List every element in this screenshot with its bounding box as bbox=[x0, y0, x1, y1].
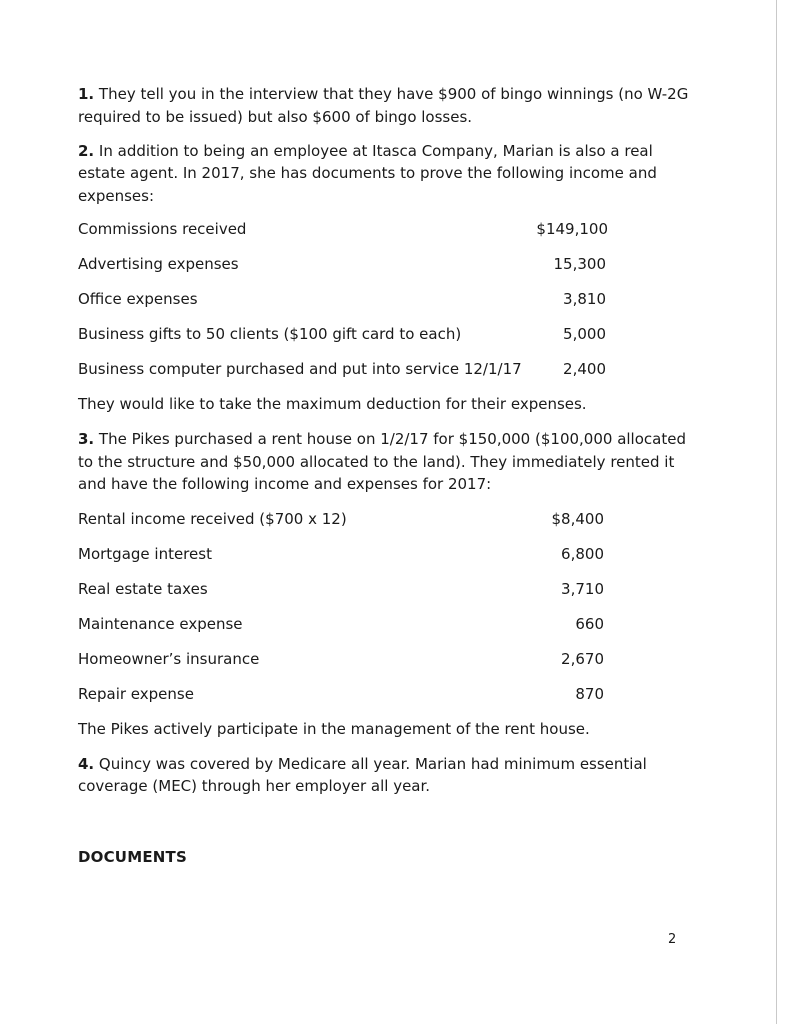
expense-row-label: Business gifts to 50 clients ($100 gift card to each) bbox=[78, 325, 462, 343]
item-4-line-1 bbox=[78, 753, 647, 775]
item-1-number: 1. bbox=[78, 85, 95, 103]
item-4-text-line-2: coverage (MEC) through her employer all year. bbox=[78, 777, 431, 795]
rental-row-label: Repair expense bbox=[78, 685, 194, 703]
expense-row-label: Office expenses bbox=[78, 290, 198, 308]
item-2-line-1 bbox=[78, 140, 653, 162]
rental-row-label: Rental income received ($700 x 12) bbox=[78, 510, 347, 528]
rental-row-value: 660 bbox=[575, 615, 604, 633]
item-3-after-text: The Pikes actively participate in the management of the rent house. bbox=[78, 720, 590, 738]
page-number: 2 bbox=[668, 932, 677, 947]
item-1-text-line-2: required to be issued) but also $600 of bingo losses. bbox=[78, 108, 473, 126]
documents-heading: DOCUMENTS bbox=[78, 848, 187, 866]
page-edge-line bbox=[776, 0, 777, 1024]
item-2-text-line-2: estate agent. In 2017, she has documents to prove the following income and bbox=[78, 164, 657, 182]
rental-row-value: 3,710 bbox=[561, 580, 604, 598]
rental-row-value: 2,670 bbox=[561, 650, 604, 668]
rental-row-label: Maintenance expense bbox=[78, 615, 243, 633]
rental-row-label: Homeowner’s insurance bbox=[78, 650, 260, 668]
item-3-line-1 bbox=[78, 428, 686, 450]
item-1-text-line-1: They tell you in the interview that they have $900 of bingo winnings (no W-2G bbox=[98, 85, 689, 103]
rental-row-value: 870 bbox=[575, 685, 604, 703]
item-1-line-1 bbox=[78, 83, 688, 105]
item-2-number: 2. bbox=[78, 142, 95, 160]
expense-row-label: Commissions received bbox=[78, 220, 247, 238]
expense-row-label: Advertising expenses bbox=[78, 255, 239, 273]
rental-row-value: 6,800 bbox=[561, 545, 604, 563]
item-3-text-line-3: and have the following income and expenses for 2017: bbox=[78, 475, 492, 493]
item-3-text-line-1: The Pikes purchased a rent house on 1/2/17 for $150,000 ($100,000 allocated bbox=[98, 430, 686, 448]
expense-row-value: 15,300 bbox=[553, 255, 606, 273]
item-2-text-line-3: expenses: bbox=[78, 187, 155, 205]
item-3-number: 3. bbox=[78, 430, 95, 448]
expense-row-value: $149,100 bbox=[536, 220, 608, 238]
expense-row-value: 3,810 bbox=[563, 290, 606, 308]
expense-row-value: 2,400 bbox=[563, 360, 606, 378]
item-3-text-line-2: to the structure and $50,000 allocated to the land). They immediately rented it bbox=[78, 453, 675, 471]
rental-row-value: $8,400 bbox=[551, 510, 604, 528]
expense-row-value: 5,000 bbox=[563, 325, 606, 343]
item-4-number: 4. bbox=[78, 755, 95, 773]
item-2-text-line-1: In addition to being an employee at Itasca Company, Marian is also a real bbox=[98, 142, 653, 160]
rental-row-label: Mortgage interest bbox=[78, 545, 212, 563]
rental-row-label: Real estate taxes bbox=[78, 580, 208, 598]
expense-row-label: Business computer purchased and put into service 12/1/17 bbox=[78, 360, 522, 378]
item-4-text-line-1: Quincy was covered by Medicare all year. Marian had minimum essential bbox=[98, 755, 647, 773]
item-2-after-text: They would like to take the maximum deduction for their expenses. bbox=[78, 395, 587, 413]
